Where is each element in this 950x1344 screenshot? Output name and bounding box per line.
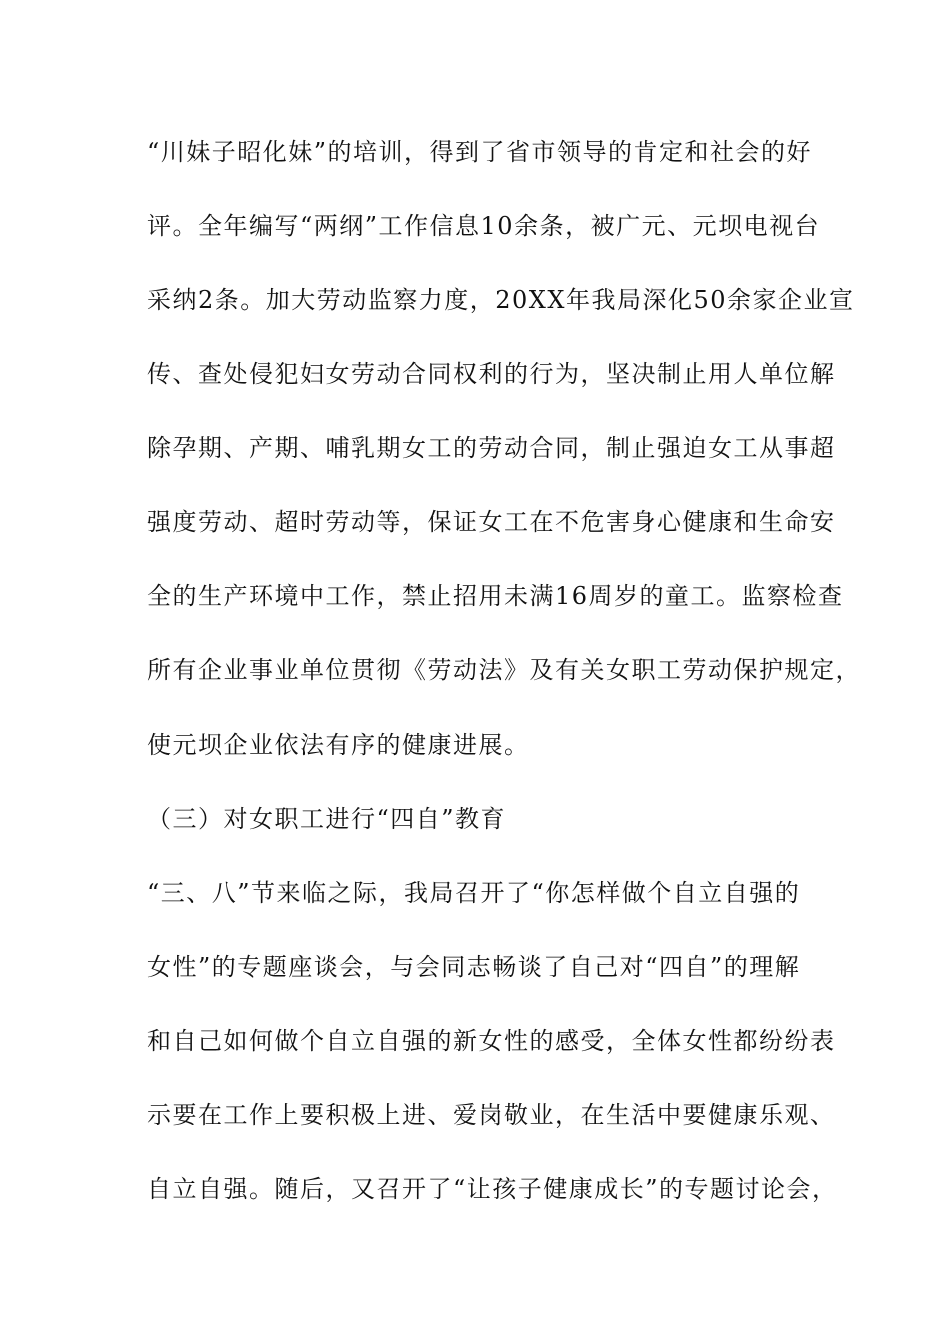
text-line-1: “川妹子昭化妹”的培训，得到了省市领导的肯定和社会的好 xyxy=(147,138,813,166)
text-line-2: 评。全年编写“两纲”工作信息10余条，被广元、元坝电视台 xyxy=(147,212,821,240)
text-line-9: 使元坝企业依法有序的健康进展。 xyxy=(147,731,530,759)
text-line-15: 自立自强。随后，又召开了“让孩子健康成长”的专题讨论会， xyxy=(147,1175,838,1203)
text-line-14: 示要在工作上要积极上进、爱岗敬业，在生活中要健康乐观、 xyxy=(147,1101,836,1129)
text-line-4: 传、查处侵犯妇女劳动合同权利的行为，坚决制止用人单位解 xyxy=(147,360,836,388)
section-heading: （三）对女职工进行“四自”教育 xyxy=(147,805,507,833)
text-line-5: 除孕期、产期、哺乳期女工的劳动合同，制止强迫女工从事超 xyxy=(147,434,836,462)
text-line-3: 采纳2条。加大劳动监察力度，20XX年我局深化50余家企业宣 xyxy=(147,286,855,314)
text-line-13: 和自己如何做个自立自强的新女性的感受，全体女性都纷纷表 xyxy=(147,1027,836,1055)
text-line-12: 女性”的专题座谈会，与会同志畅谈了自己对“四自”的理解 xyxy=(147,953,801,981)
text-line-6: 强度劳动、超时劳动等，保证女工在不危害身心健康和生命安 xyxy=(147,508,836,536)
text-line-11: “三、八”节来临之际，我局召开了“你怎样做个自立自强的 xyxy=(147,879,801,907)
text-line-8: 所有企业事业单位贯彻《劳动法》及有关女职工劳动保护规定， xyxy=(147,656,861,684)
text-line-7: 全的生产环境中工作，禁止招用未满16周岁的童工。监察检查 xyxy=(147,582,844,610)
